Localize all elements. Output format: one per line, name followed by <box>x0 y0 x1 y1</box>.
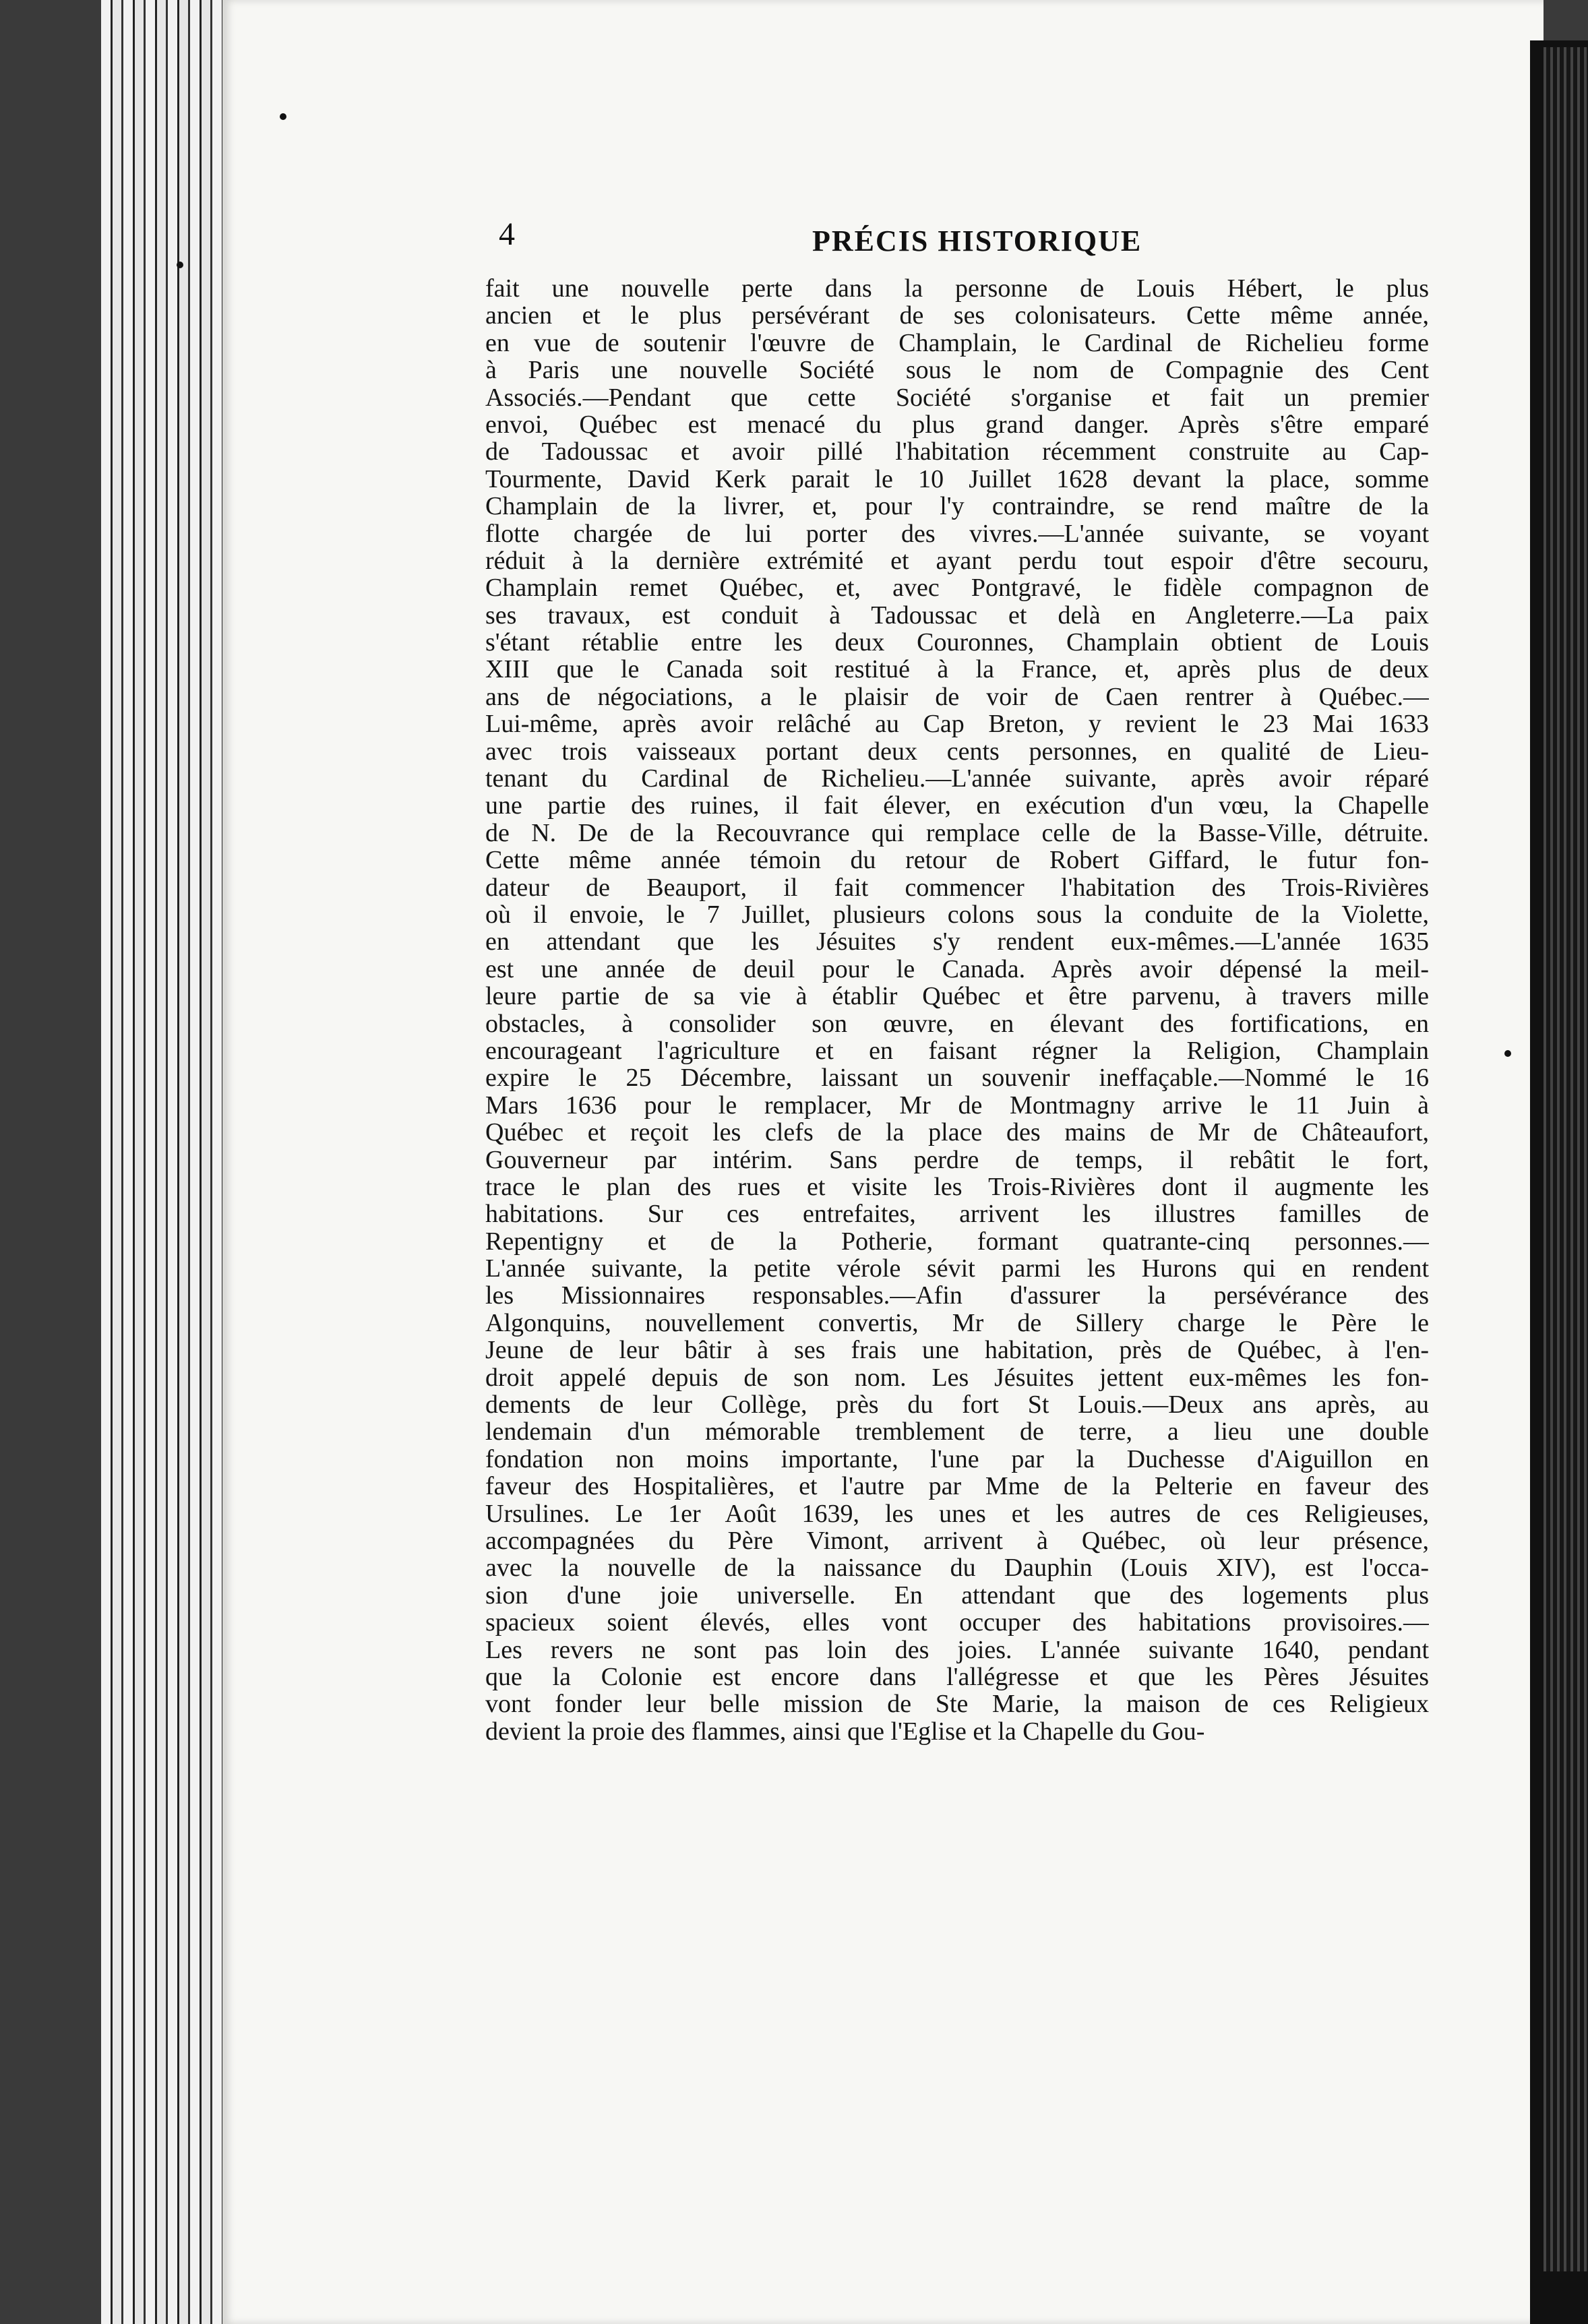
text-line: fait une nouvelle perte dans la personne de Louis Hébert, le plus <box>485 275 1429 303</box>
text-line: Cette même année témoin du retour de Robert Giffard, le futur fon- <box>485 847 1429 874</box>
text-line: en vue de soutenir l'œuvre de Champlain, le Cardinal de Richelieu forme <box>485 329 1429 357</box>
text-line: Tourmente, David Kerk parait le 10 Juillet 1628 devant la place, somme <box>485 465 1429 493</box>
text-line: avec trois vaisseaux portant deux cents personnes, en qualité de Lieu- <box>485 737 1429 766</box>
specks-mark <box>1504 1050 1511 1057</box>
page-header <box>499 216 1442 270</box>
text-line: faveur des Hospitalières, et l'autre par Mme de la Pelterie en faveur des <box>485 1473 1429 1500</box>
text-line: Lui-même, après avoir relâché au Cap Breton, y revient le 23 Mai 1633 <box>485 710 1429 738</box>
text-line: fondation non moins importante, l'une par la Duchesse d'Aiguillon en <box>485 1445 1429 1473</box>
specks-mark <box>177 262 183 268</box>
text-line: avec la nouvelle de la naissance du Dauphin (Louis XIV), est l'occa- <box>485 1554 1429 1582</box>
text-line: lendemain d'un mémorable tremblement de terre, a lieu une double <box>485 1418 1429 1446</box>
text-line: flotte chargée de lui porter des vivres.—L'année suivante, se voyant <box>485 520 1429 547</box>
text-line: accompagnées du Père Vimont, arrivent à Québec, où leur présence, <box>485 1527 1429 1555</box>
text-line: spacieux soient élevés, elles vont occuper des habitations provisoires.— <box>485 1609 1429 1637</box>
text-line: en attendant que les Jésuites s'y rendent eux-mêmes.—L'année 1635 <box>485 928 1429 956</box>
text-line: L'année suivante, la petite vérole sévit parmi les Hurons qui en rendent <box>485 1255 1429 1283</box>
text-line: à Paris une nouvelle Société sous le nom de Compagnie des Cent <box>485 357 1429 384</box>
text-line: droit appelé depuis de son nom. Les Jésuites jettent eux-mêmes les fon- <box>485 1364 1429 1392</box>
text-line: que la Colonie est encore dans l'allégresse et que les Pères Jésuites <box>485 1663 1429 1691</box>
text-line: ses travaux, est conduit à Tadoussac et delà en Angleterre.—La paix <box>485 601 1429 630</box>
text-line: Jeune de leur bâtir à ses frais une habitation, près de Québec, à l'en- <box>485 1337 1429 1364</box>
text-line: Ursulines. Le 1er Août 1639, les unes et les autres de ces Religieuses, <box>485 1500 1429 1527</box>
text-line: Associés.—Pendant que cette Société s'organise et fait un premier <box>485 384 1429 411</box>
text-line: devient la proie des flammes, ainsi que l'Eglise et la Chapelle du Gou- <box>485 1717 1205 1746</box>
text-line: Champlain de la livrer, et, pour l'y contraindre, se rend maître de la <box>485 493 1429 520</box>
text-line: expire le 25 Décembre, laissant un souvenir ineffaçable.—Nommé le 16 <box>485 1064 1429 1092</box>
text-line: habitations. Sur ces entrefaites, arrivent les illustres familles de <box>485 1200 1429 1228</box>
text-line: Québec et reçoit les clefs de la place des mains de Mr de Châteaufort, <box>485 1119 1429 1146</box>
text-line: Repentigny et de la Potherie, formant quatrante-cinq personnes.— <box>485 1227 1429 1256</box>
text-line: est une année de deuil pour le Canada. Après avoir dépensé la meil- <box>485 955 1429 983</box>
text-line: où il envoie, le 7 Juillet, plusieurs colons sous la conduite de la Violette, <box>485 900 1429 929</box>
text-line: dateur de Beauport, il fait commencer l'habitation des Trois-Rivières <box>485 874 1429 901</box>
text-line: tenant du Cardinal de Richelieu.—L'année suivante, après avoir réparé <box>485 765 1429 793</box>
text-line: dements de leur Collège, près du fort St Louis.—Deux ans après, au <box>485 1391 1429 1419</box>
text-line: leure partie de sa vie à établir Québec et être parvenu, à travers mille <box>485 983 1429 1010</box>
text-line: sion d'une joie universelle. En attendant que des logements plus <box>485 1581 1429 1610</box>
text-line: vont fonder leur belle mission de Ste Marie, la maison de ces Religieux <box>485 1690 1429 1718</box>
page-right-fringe <box>1544 47 1588 2271</box>
book-page-edges <box>101 0 236 2324</box>
text-line: réduit à la dernière extrémité et ayant perdu tout espoir d'être secouru, <box>485 547 1429 575</box>
text-line: ans de négociations, a le plaisir de voir de Caen rentrer à Québec.— <box>485 683 1429 711</box>
text-line: Mars 1636 pour le remplacer, Mr de Montmagny arrive le 11 Juin à <box>485 1091 1429 1120</box>
text-line: Champlain remet Québec, et, avec Pontgravé, le fidèle compagnon de <box>485 574 1429 602</box>
text-line: Algonquins, nouvellement convertis, Mr de Sillery charge le Père le <box>485 1309 1429 1337</box>
body-text <box>485 275 1429 1906</box>
text-line: ancien et le plus persévérant de ses colonisateurs. Cette même année, <box>485 302 1429 330</box>
text-line: encourageant l'agriculture et en faisant régner la Religion, Champlain <box>485 1037 1429 1065</box>
page-number: 4 <box>499 216 515 252</box>
text-line: de Tadoussac et avoir pillé l'habitation récemment construite au Cap- <box>485 438 1429 466</box>
text-line: Les revers ne sont pas loin des joies. L'année suivante 1640, pendant <box>485 1636 1429 1663</box>
text-line: s'étant rétablie entre les deux Couronnes, Champlain obtient de Louis <box>485 629 1429 656</box>
text-line: Gouverneur par intérim. Sans perdre de temps, il rebâtit le fort, <box>485 1146 1429 1173</box>
text-line: de N. De de la Recouvrance qui remplace celle de la Basse-Ville, détruite. <box>485 819 1429 847</box>
text-line: les Missionnaires responsables.—Afin d'assurer la persévérance des <box>485 1282 1429 1310</box>
running-title: PRÉCIS HISTORIQUE <box>812 224 1142 257</box>
text-line: une partie des ruines, il fait élever, en exécution d'un vœu, la Chapelle <box>485 792 1429 820</box>
text-line: obstacles, à consolider son œuvre, en élevant des fortifications, en <box>485 1010 1429 1037</box>
text-line: envoi, Québec est menacé du plus grand danger. Après s'être emparé <box>485 410 1429 439</box>
specks-mark <box>280 113 286 120</box>
text-line: trace le plan des rues et visite les Trois-Rivières dont il augmente les <box>485 1173 1429 1201</box>
text-line: XIII que le Canada soit restitué à la France, et, après plus de deux <box>485 656 1429 683</box>
